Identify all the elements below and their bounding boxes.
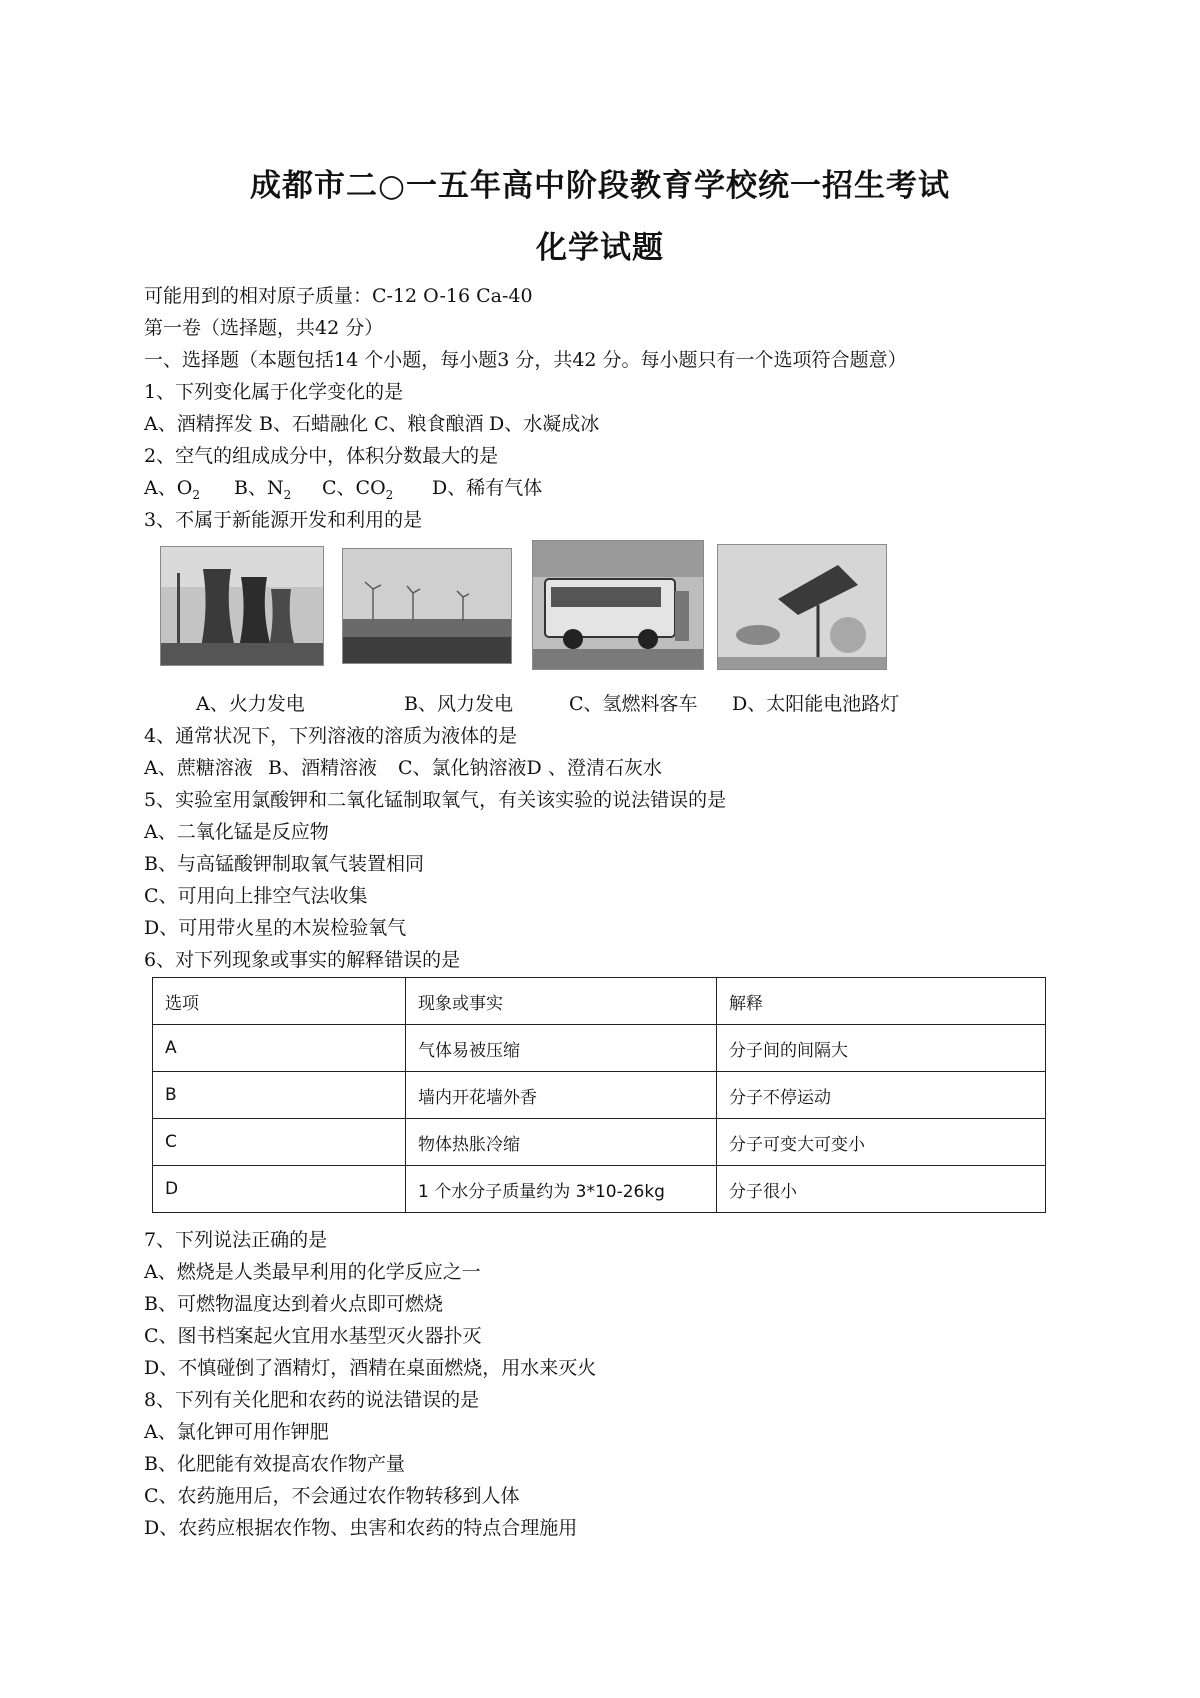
table-cell: 分子不停运动 bbox=[717, 1072, 1046, 1119]
q7-option-d: D、不慎碰倒了酒精灯，酒精在桌面燃烧，用水来灭火 bbox=[144, 1357, 597, 1379]
q3-photos bbox=[152, 540, 912, 670]
photo-wind-power bbox=[342, 548, 512, 664]
q5-option-c: C、可用向上排空气法收集 bbox=[144, 885, 368, 907]
table-cell: 气体易被压缩 bbox=[406, 1025, 717, 1072]
q2-option-a: A、$O_2$ bbox=[144, 477, 200, 502]
photo-thermal-power-plant bbox=[160, 546, 324, 666]
table-cell: A bbox=[153, 1025, 406, 1072]
q8-option-d: D、农药应根据农作物、虫害和农药的特点合理施用 bbox=[144, 1517, 578, 1539]
table-cell: C bbox=[153, 1119, 406, 1166]
q2-option-b: B、$N_2$ bbox=[234, 477, 292, 502]
q7-option-a: A、燃烧是人类最早利用的化学反应之一 bbox=[144, 1261, 481, 1283]
photo-hydrogen-bus bbox=[532, 540, 704, 670]
q3-option-b: B、风力发电 bbox=[404, 693, 513, 715]
table-header: 解释 bbox=[717, 978, 1046, 1025]
table-cell: 物体热胀冷缩 bbox=[406, 1119, 717, 1166]
q2-option-d: D、稀有气体 bbox=[432, 477, 543, 499]
q4-option-c: C、氯化钠溶液D bbox=[398, 757, 542, 779]
q5-option-b: B、与高锰酸钾制取氧气装置相同 bbox=[144, 853, 424, 875]
table-cell: 分子间的间隔大 bbox=[717, 1025, 1046, 1072]
q6-stem: 6、对下列现象或事实的解释错误的是 bbox=[144, 949, 461, 971]
q2-options bbox=[144, 473, 542, 502]
q3-option-d: D、太阳能电池路灯 bbox=[732, 693, 900, 715]
q7-option-c: C、图书档案起火宜用水基型灭火器扑灭 bbox=[144, 1325, 482, 1347]
q2-stem: 2、空气的组成成分中，体积分数最大的是 bbox=[144, 445, 499, 467]
table-header: 现象或事实 bbox=[406, 978, 717, 1025]
q4-option-d: 、澄清石灰水 bbox=[548, 757, 663, 779]
exam-subtitle: 化学试题 bbox=[536, 230, 664, 266]
q1-option-c: C、粮食酿酒 bbox=[374, 413, 484, 435]
table-cell: B bbox=[153, 1072, 406, 1119]
q1-option-b: B、石蜡融化 bbox=[259, 413, 368, 435]
table-cell: 墙内开花墙外香 bbox=[406, 1072, 717, 1119]
q7-option-b: B、可燃物温度达到着火点即可燃烧 bbox=[144, 1293, 443, 1315]
q5-option-a: A、二氧化锰是反应物 bbox=[144, 821, 329, 843]
q8-option-c: C、农药施用后，不会通过农作物转移到人体 bbox=[144, 1485, 520, 1507]
table-cell: 分子很小 bbox=[717, 1166, 1046, 1213]
q8-option-a: A、氯化钾可用作钾肥 bbox=[144, 1421, 329, 1443]
q3-option-c: C、氢燃料客车 bbox=[569, 693, 698, 715]
volume-heading: 第一卷（选择题，共42 分） bbox=[144, 317, 384, 339]
exam-title: 成都市二○一五年高中阶段教育学校统一招生考试 bbox=[249, 168, 951, 204]
q1-stem: 1、下列变化属于化学变化的是 bbox=[144, 381, 404, 403]
table-cell: 1 个水分子质量约为 3*10-26kg bbox=[406, 1166, 717, 1213]
q6-table bbox=[152, 977, 1046, 1213]
q7-stem: 7、下列说法正确的是 bbox=[144, 1229, 328, 1251]
q3-options bbox=[196, 689, 899, 716]
table-row bbox=[153, 1072, 1046, 1119]
q5-option-d: D、可用带火星的木炭检验氧气 bbox=[144, 917, 407, 939]
q1-option-d: D、水凝成冰 bbox=[489, 413, 600, 435]
q4-stem: 4、通常状况下，下列溶液的溶质为液体的是 bbox=[144, 725, 518, 747]
q4-option-b: B、酒精溶液 bbox=[268, 757, 377, 779]
q4-options bbox=[144, 753, 662, 780]
q2-option-c: C、$CO_2$ bbox=[322, 477, 394, 502]
q4-option-a: A、蔗糖溶液 bbox=[144, 757, 253, 779]
atomic-masses: 可能用到的相对原子质量：C-12 O-16 Ca-40 bbox=[144, 285, 533, 307]
q5-stem: 5、实验室用氯酸钾和二氧化锰制取氧气，有关该实验的说法错误的是 bbox=[144, 789, 727, 811]
table-row bbox=[153, 1025, 1046, 1072]
section-heading: 一、选择题（本题包括14 个小题，每小题3 分，共42 分。每小题只有一个选项符合题意） bbox=[144, 349, 907, 371]
q3-stem: 3、不属于新能源开发和利用的是 bbox=[144, 509, 423, 531]
table-cell: D bbox=[153, 1166, 406, 1213]
q8-stem: 8、下列有关化肥和农药的说法错误的是 bbox=[144, 1389, 480, 1411]
q1-option-a: A、酒精挥发 bbox=[144, 413, 253, 435]
photo-solar-street-light bbox=[717, 544, 887, 670]
table-row bbox=[153, 1166, 1046, 1213]
q1-options bbox=[144, 409, 599, 436]
table-cell: 分子可变大可变小 bbox=[717, 1119, 1046, 1166]
table-header: 选项 bbox=[153, 978, 406, 1025]
q3-option-a: A、火力发电 bbox=[196, 693, 305, 715]
q8-option-b: B、化肥能有效提高农作物产量 bbox=[144, 1453, 405, 1475]
table-row bbox=[153, 1119, 1046, 1166]
table-header-row bbox=[153, 978, 1046, 1025]
